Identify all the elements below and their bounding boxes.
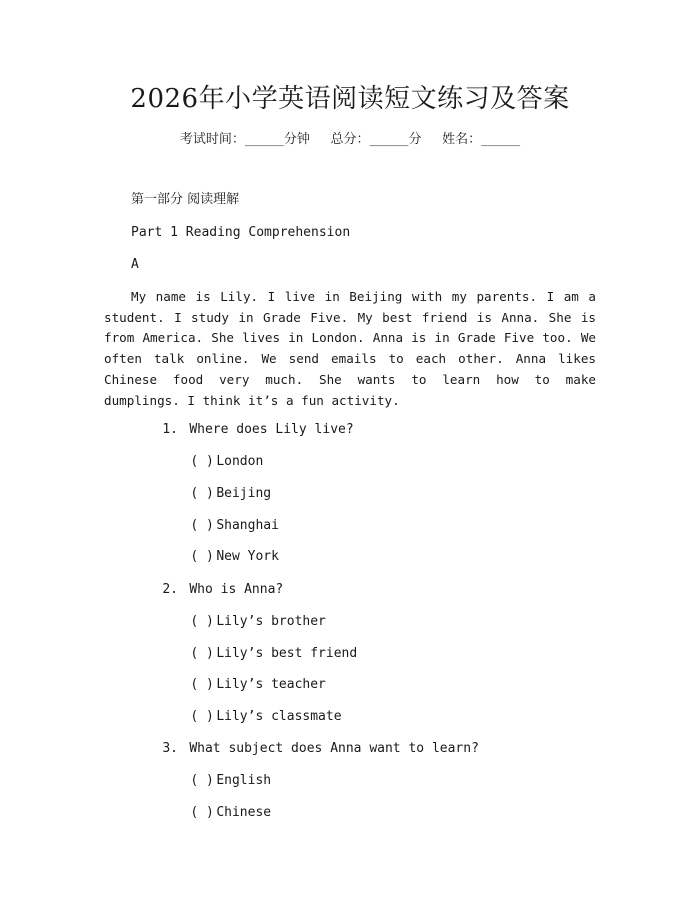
answer-blank: ( ) <box>190 549 214 564</box>
answer-blank: ( ) <box>190 709 214 724</box>
answer-blank: ( ) <box>190 518 214 533</box>
answer-blank: ( ) <box>190 805 214 820</box>
answer-blank: ( ) <box>190 486 214 501</box>
question-text: Where does Lily live? <box>189 422 354 437</box>
question-number: 3. <box>162 741 178 756</box>
section-heading-cn: 第一部分 阅读理解 <box>131 192 240 207</box>
reading-passage: My name is Lily. I live in Beijing with my parents. I am a student. I study in Grade Five. My best friend is Anna. She is from America. She lives in London. Anna is in Grade Five too. We often talk online. We send emails to each other. Anna likes Chinese food very much. She wants to learn how to make dumplings. I think it’s a fun activity. <box>104 289 596 408</box>
page-title: 2026年小学英语阅读短文练习及答案 <box>130 84 570 114</box>
option-text: Lily’s best friend <box>216 646 358 661</box>
option-text: Lily’s brother <box>216 614 326 629</box>
option-text: New York <box>216 549 279 564</box>
option-text: Chinese <box>216 805 272 820</box>
section-heading-en: Part 1 Reading Comprehension <box>131 225 351 240</box>
answer-blank: ( ) <box>190 454 214 469</box>
answer-blank: ( ) <box>190 646 214 661</box>
option-text: Shanghai <box>216 518 279 533</box>
question-text: What subject does Anna want to learn? <box>189 741 479 756</box>
answer-blank: ( ) <box>190 677 214 692</box>
question-3-option-2[interactable] <box>159 783 271 843</box>
answer-blank: ( ) <box>190 614 214 629</box>
option-text: English <box>216 773 272 788</box>
passage-label: A <box>131 257 139 272</box>
question-number: 2. <box>162 582 178 597</box>
option-text: London <box>216 454 264 469</box>
option-text: Beijing <box>216 486 272 501</box>
answer-blank: ( ) <box>190 773 214 788</box>
exam-info-line: 考试时间：______分钟 总分：______分 姓名：______ <box>179 132 521 147</box>
question-text: Who is Anna? <box>189 582 284 597</box>
option-text: Lily’s classmate <box>216 709 342 724</box>
question-number: 1. <box>162 422 178 437</box>
option-text: Lily’s teacher <box>216 677 326 692</box>
